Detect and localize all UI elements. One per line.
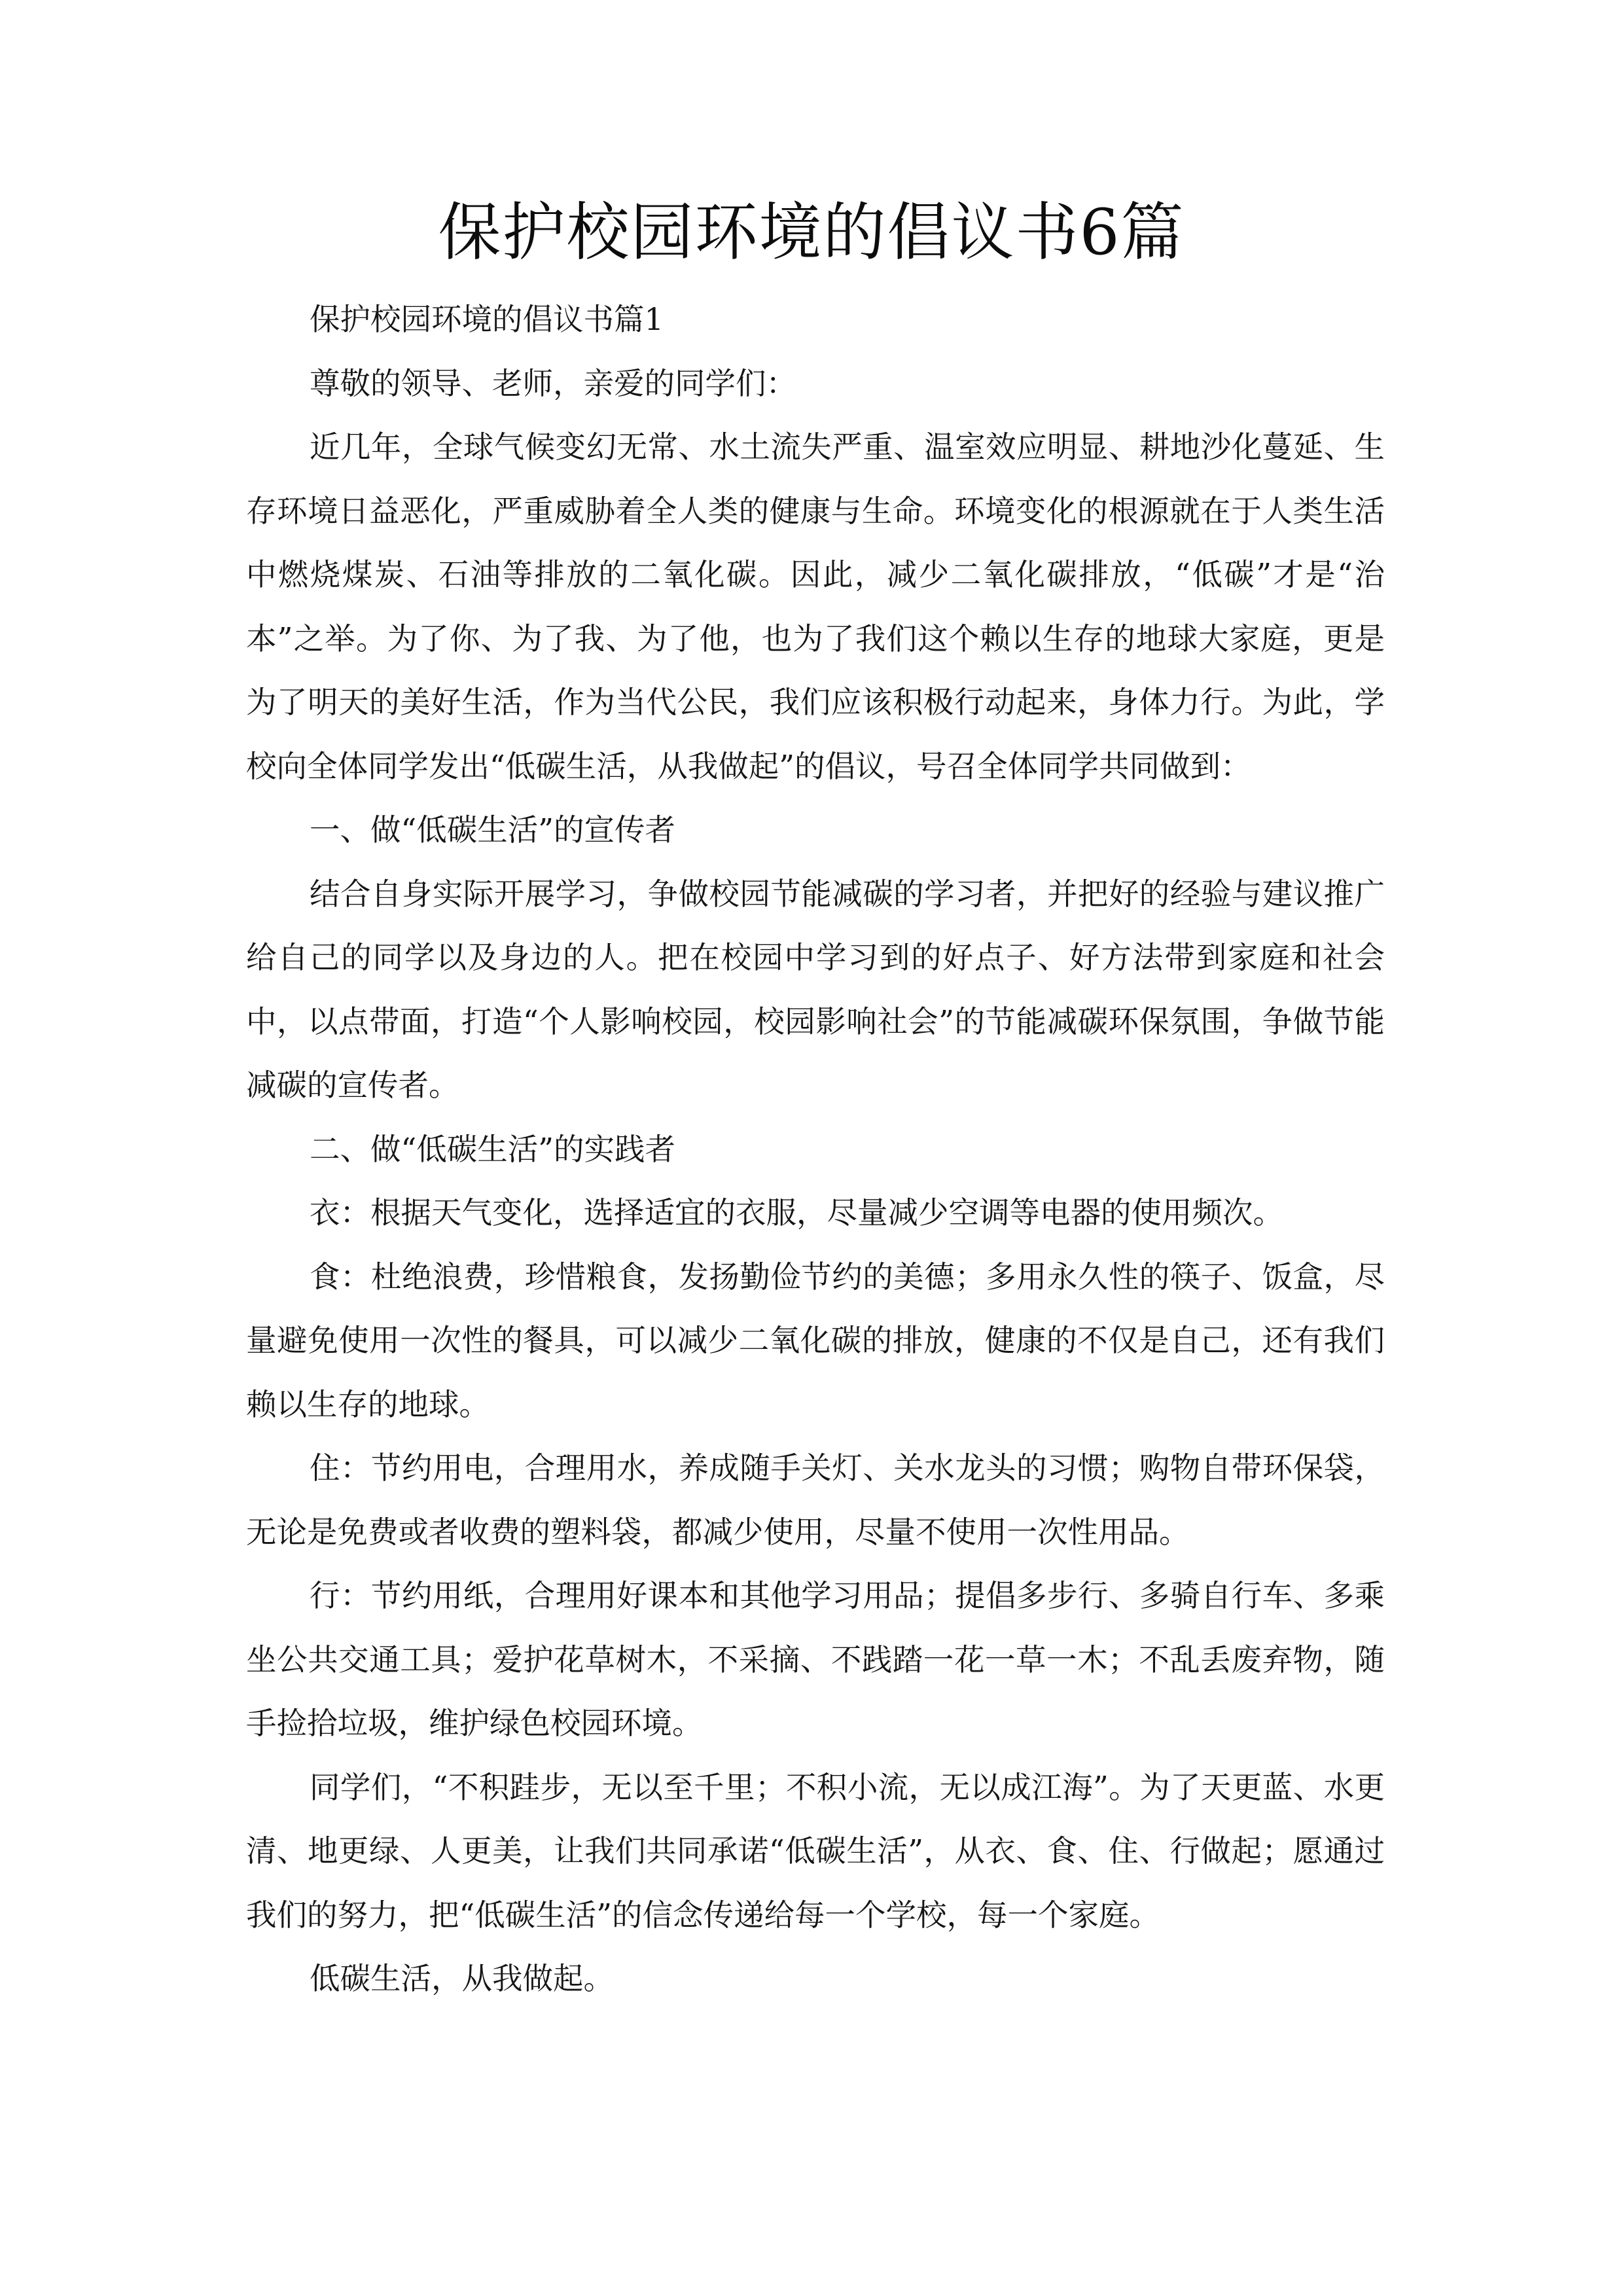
paragraph-closing: 低碳生活，从我做起。 bbox=[310, 1961, 614, 1996]
paragraph-housing: 住：节约用电，合理用水，养成随手关灯、关水龙头的习惯；购物自带环保袋，无论是免费或者收费的塑料袋，都减少使用，尽量不使用一次性用品。 bbox=[246, 1450, 1385, 1550]
paragraph-clothing: 衣：根据天气变化，选择适宜的衣服，尽量减少空调等电器的使用频次。 bbox=[310, 1195, 1283, 1230]
document-title: 保护校园环境的倡议书6篇 bbox=[438, 196, 1185, 269]
heading-practitioner: 二、做“低碳生活”的实践者 bbox=[310, 1131, 676, 1167]
document-body bbox=[246, 288, 1385, 2011]
paragraph-intro: 近几年，全球气候变幻无常、水土流失严重、温室效应明显、耕地沙化蔓延、生存环境日益恶化，严重威胁着全人类的健康与生命。环境变化的根源就在于人类生活中燃烧煤炭、石油等排放的二氧化碳。因此，减少二氧化碳排放，“低碳”才是“治本”之举。为了你、为了我、为了他，也为了我们这个赖以生存的地球大家庭，更是为了明天的美好生活，作为当代公民，我们应该积极行动起来，身体力行。为此，学校向全体同学发出“低碳生活，从我做起”的倡议，号召全体同学共同做到： bbox=[246, 429, 1385, 784]
paragraph-travel: 行：节约用纸，合理用好课本和其他学习用品；提倡多步行、多骑自行车、多乘坐公共交通工具；爱护花草树木，不采摘、不践踏一花一草一木；不乱丢废弃物，随手捡拾垃圾，维护绿色校园环境。 bbox=[246, 1578, 1385, 1741]
paragraph-call-to-action: 同学们，“不积跬步，无以至千里；不积小流，无以成江海”。为了天更蓝、水更清、地更绿、人更美，让我们共同承诺“低碳生活”，从衣、食、住、行做起；愿通过我们的努力，把“低碳生活”的信念传递给每一个学校，每一个家庭。 bbox=[246, 1769, 1385, 1933]
paragraph-food: 食：杜绝浪费，珍惜粮食，发扬勤俭节约的美德；多用永久性的筷子、饭盒，尽量避免使用一次性的餐具，可以减少二氧化碳的排放，健康的不仅是自己，还有我们赖以生存的地球。 bbox=[246, 1259, 1385, 1422]
greeting: 尊敬的领导、老师，亲爱的同学们： bbox=[310, 365, 796, 401]
paragraph-promoter: 结合自身实际开展学习，争做校园节能减碳的学习者，并把好的经验与建议推广给自己的同学以及身边的人。把在校园中学习到的好点子、好方法带到家庭和社会中，以点带面，打造“个人影响校园，校园影响社会”的节能减碳环保氛围，争做节能减碳的宣传者。 bbox=[246, 876, 1385, 1103]
section-subtitle: 保护校园环境的倡议书篇1 bbox=[310, 302, 664, 337]
heading-promoter: 一、做“低碳生活”的宣传者 bbox=[310, 812, 676, 848]
